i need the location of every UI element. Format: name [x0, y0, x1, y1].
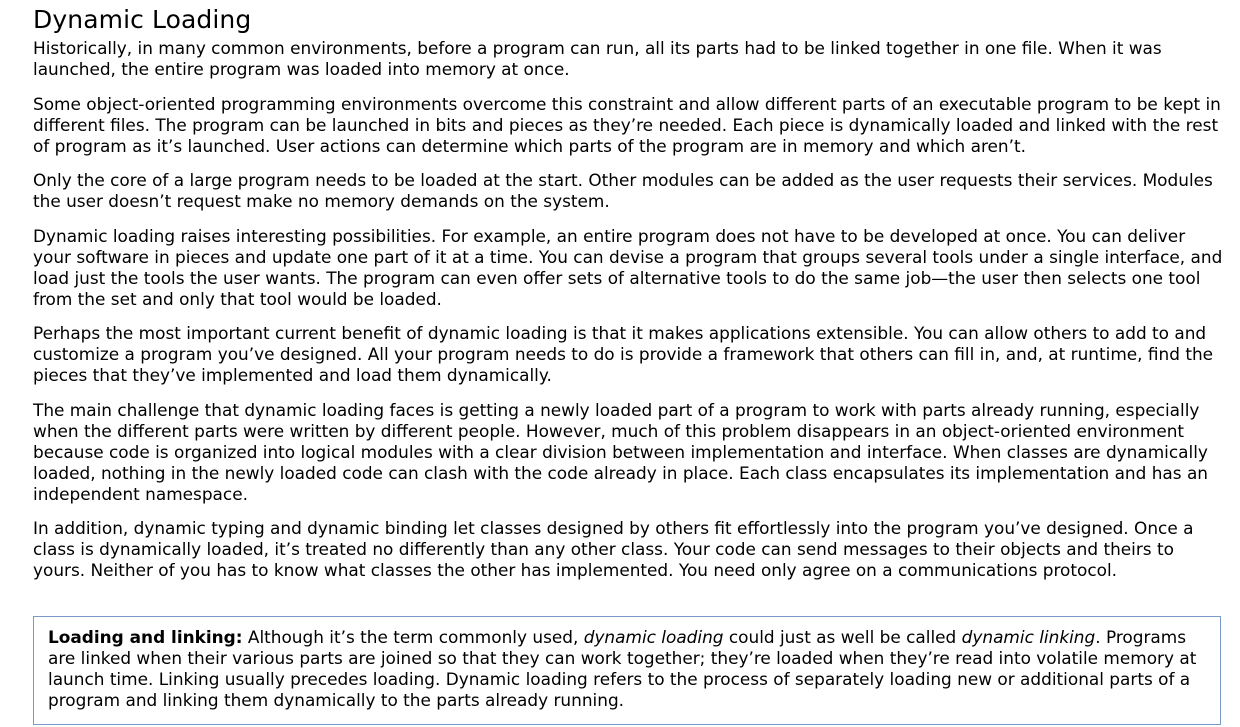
note-text-1: Although it’s the term commonly used, — [242, 627, 584, 647]
note-term-dynamic-linking: dynamic linking — [961, 627, 1096, 647]
paragraph-dynamic-typing: In addition, dynamic typing and dynamic binding let classes designed by others fit effortlessly into the program you’ve designed. Once a class is dynamically loaded, it’s treated no differently than any other class. Your code can send messages to their objects and theirs to yours. Neither of you has to know what classes the other has implemented. You need only agree on a communications protocol. — [33, 518, 1194, 580]
article — [33, 0, 1225, 595]
note-term-dynamic-loading: dynamic loading — [583, 627, 724, 647]
note-text-2: could just as well be called — [723, 627, 962, 647]
paragraph-separate-files: Some object-oriented programming environments overcome this constraint and allow different parts of an executable program to be kept in different files. The program can be launched in bits and pieces as they’re needed. Each piece is dynamically loaded and linked with the rest of program as it’s launched. User actions can determine which parts of the program are in memory and which aren’t. — [33, 93, 1221, 156]
page-title: Dynamic Loading — [33, 5, 252, 34]
paragraph-possibilities: Dynamic loading raises interesting possibilities. For example, an entire program does not have to be developed at once. You can deliver your software in pieces and update one part of it at a time. You can devise a program that groups several tools under a single interface, and load just the tools the user wants. The program can even offer sets of alternative tools to do the same job—the user then selects one tool from the set and only that tool would be loaded. — [33, 225, 1223, 309]
paragraph-main-challenge: The main challenge that dynamic loading faces is getting a newly loaded part of a program to work with parts already running, especially when the different parts were written by different people. However, much of this problem disappears in an object-oriented environment because code is organized into logical modules with a clear division between implementation and interface. When classes are dynamically loaded, nothing in the newly loaded code can clash with the code already in place. Each class encapsulates its implementation and has an independent namespace. — [33, 399, 1208, 504]
note-text-3: . Programs are linked when their various parts are joined so that they can work together; they’re loaded when they’re read into volatile memory at launch time. Linking usually precedes loading. Dynamic loading refers to the process of separately loading new or additional parts of a program and linking them dynamically to the parts already running. — [48, 627, 1197, 710]
paragraph-core-program: Only the core of a large program needs to be loaded at the start. Other modules can be added as the user requests their services. Modules the user doesn’t request make no memory demands on the system. — [33, 170, 1213, 211]
paragraph-history: Historically, in many common environments, before a program can run, all its parts had to be linked together in one file. When it was launched, the entire program was loaded into memory at once. — [33, 38, 1162, 79]
paragraph-extensibility: Perhaps the most important current benefit of dynamic loading is that it makes applications extensible. You can allow others to add to and customize a program you’ve designed. All your program needs to do is provide a framework that others can fill in, and, at runtime, find the pieces that they’ve implemented and load them dynamically. — [33, 323, 1214, 385]
note-paragraph — [48, 627, 1206, 711]
note-label: Loading and linking: — [48, 627, 243, 647]
note-box — [33, 616, 1221, 725]
